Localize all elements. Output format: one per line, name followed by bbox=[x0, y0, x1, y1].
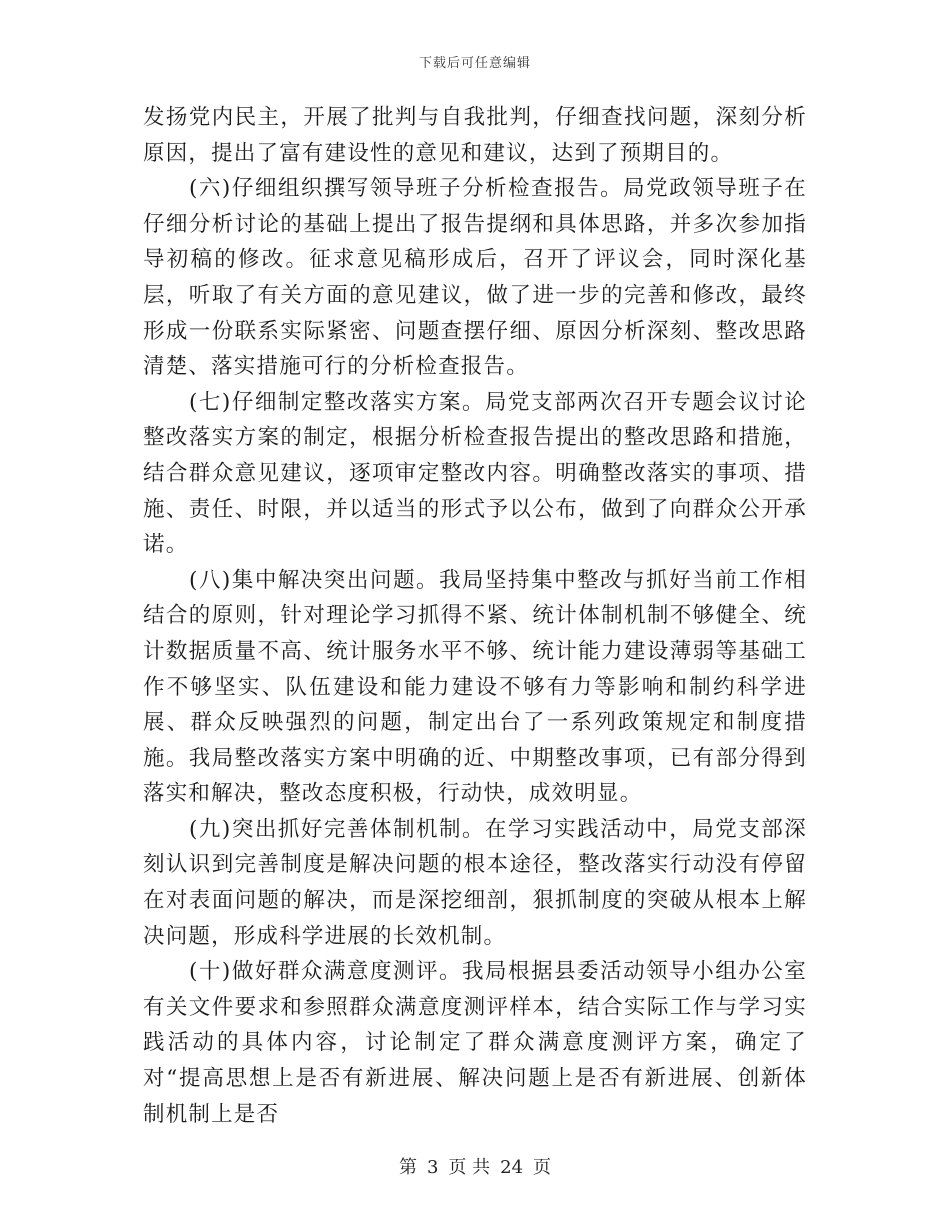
page-footer bbox=[0, 1153, 950, 1179]
document-body bbox=[143, 100, 807, 1132]
footer-suffix: 页 bbox=[533, 1157, 552, 1178]
paragraph-section-10: (十)做好群众满意度测评。我局根据县委活动领导小组办公室有关文件要求和参照群众满意度测评样本，结合实际工作与学习实践活动的具体内容，讨论制定了群众满意度测评方案，确定了对“提高思想上是否有新进展、解决问题上是否有新进展、创新体制机制上是否 bbox=[143, 959, 807, 1127]
footer-prefix: 第 bbox=[398, 1157, 417, 1178]
paragraph-section-8: (八)集中解决突出问题。我局坚持集中整改与抓好当前工作相结合的原则，针对理论学习抓得不紧、统计体制机制不够健全、统计数据质量不高、统计服务水平不够、统计能力建设薄弱等基础工作不够坚实、队伍建设和能力建设不够有力等影响和制约科学进展、群众反映强烈的问题，制定出台了一系列政策规定和制度措施。我局整改落实方案中明确的近、中期整改事项，已有部分得到落实和解决，整改态度积极，行动快，成效明显。 bbox=[143, 567, 807, 807]
page-header: 下载后可任意编辑 bbox=[418, 56, 531, 71]
current-page-number: 3 bbox=[426, 1157, 439, 1178]
paragraph-continuation: 发扬党内民主，开展了批判与自我批判，仔细查找问题，深刻分析原因，提出了富有建设性的意见和建议，达到了预期目的。 bbox=[143, 105, 807, 166]
paragraph-section-7: (七)仔细制定整改落实方案。局党支部两次召开专题会议讨论整改落实方案的制定，根据分析检查报告提出的整改思路和措施，结合群众意见建议，逐项审定整改内容。明确整改落实的事项、措施、责任、时限，并以适当的形式予以公布，做到了向群众公开承诺。 bbox=[143, 389, 807, 558]
total-pages-number: 24 bbox=[500, 1157, 524, 1178]
footer-middle: 页 共 bbox=[448, 1157, 491, 1178]
paragraph-section-9: (九)突出抓好完善体制机制。在学习实践活动中，局党支部深刻认识到完善制度是解决问题的根本途径，整改落实行动没有停留在对表面问题的解决，而是深挖细剖，狠抓制度的突破从根本上解决问题，形成科学进展的长效机制。 bbox=[143, 816, 807, 949]
paragraph-section-6: (六)仔细组织撰写领导班子分析检查报告。局党政领导班子在仔细分析讨论的基础上提出了报告提纲和具体思路，并多次参加指导初稿的修改。征求意见稿形成后，召开了评议会，同时深化基层，听取了有关方面的意见建议，做了进一步的完善和修改，最终形成一份联系实际紧密、问题查摆仔细、原因分析深刻、整改思路清楚、落实措施可行的分析检查报告。 bbox=[143, 176, 807, 380]
